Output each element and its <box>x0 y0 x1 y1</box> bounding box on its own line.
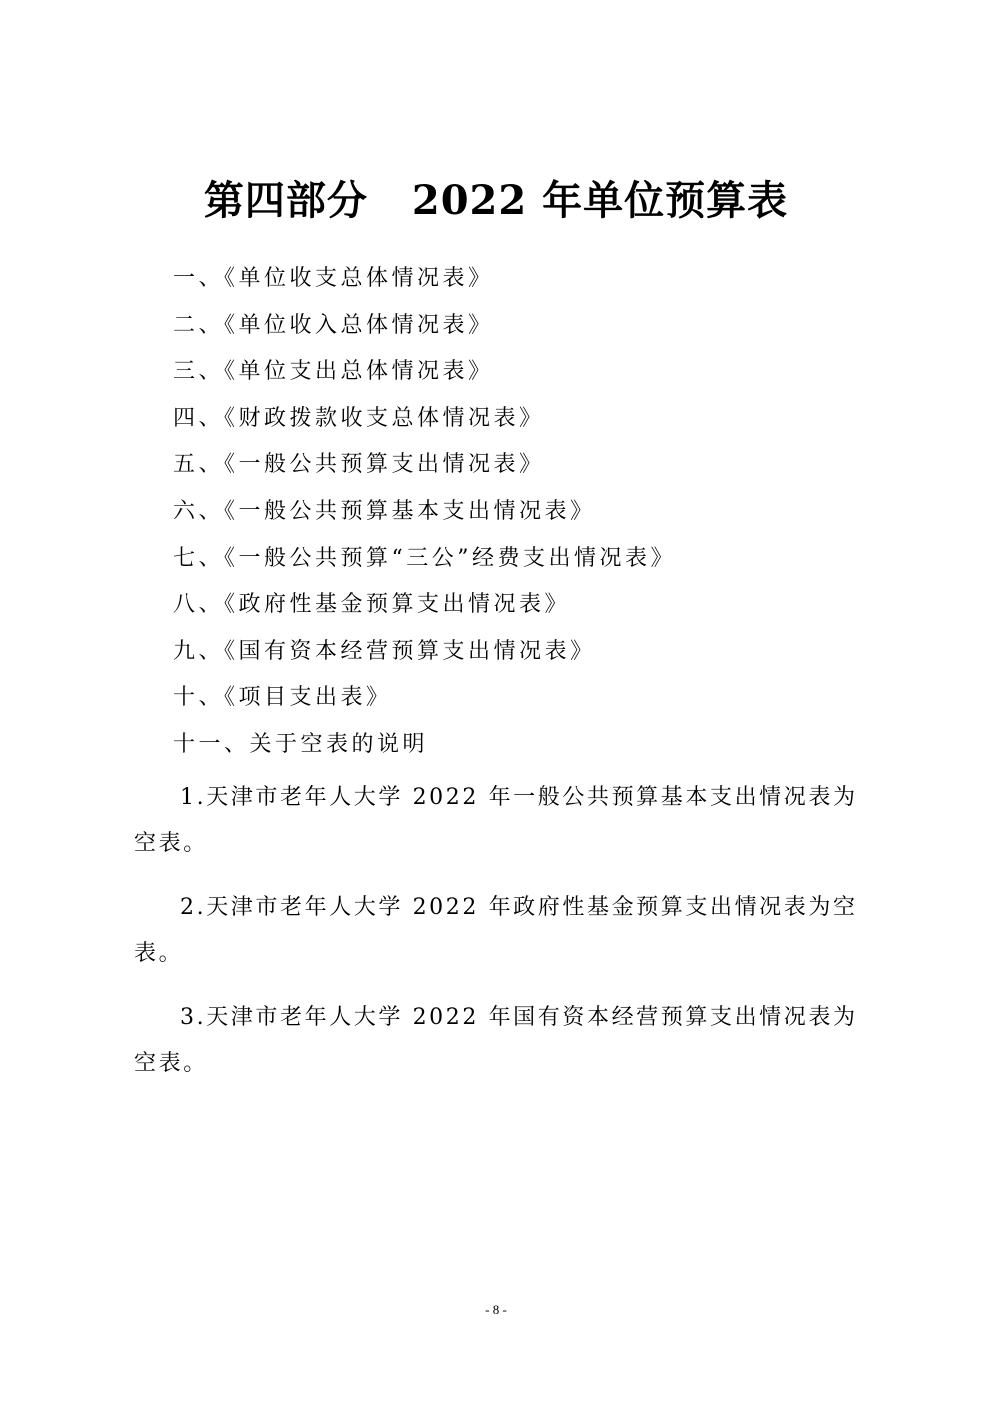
empty-table-notes <box>134 775 874 1105</box>
toc-item: 二、《单位收入总体情况表》 <box>173 312 494 338</box>
toc-item: 五、《一般公共预算支出情况表》 <box>173 452 545 478</box>
table-of-contents <box>173 262 893 775</box>
toc-item: 十一、关于空表的说明 <box>173 731 429 757</box>
toc-item: 八、《政府性基金预算支出情况表》 <box>173 592 571 618</box>
toc-item: 七、《一般公共预算“三公”经费支出情况表》 <box>173 545 676 571</box>
toc-item: 九、《国有资本经营预算支出情况表》 <box>173 638 596 664</box>
page-title <box>0 176 992 226</box>
toc-item: 三、《单位支出总体情况表》 <box>173 359 494 385</box>
page-number: - 8 - <box>485 1302 507 1317</box>
toc-item: 十、《项目支出表》 <box>173 685 392 711</box>
note-paragraph: 2.天津市老年人大学 2022 年政府性基金预算支出情况表为空表。 <box>134 895 858 966</box>
note-paragraph: 3.天津市老年人大学 2022 年国有资本经营预算支出情况表为空表。 <box>134 1005 858 1076</box>
toc-item: 六、《一般公共预算基本支出情况表》 <box>173 498 596 524</box>
toc-item: 四、《财政拨款收支总体情况表》 <box>173 405 545 431</box>
toc-item: 一、《单位收支总体情况表》 <box>173 266 494 291</box>
title-part: 第四部分 <box>203 177 368 224</box>
title-year: 2022 <box>411 177 528 224</box>
title-text: 年单位预算表 <box>542 177 789 224</box>
note-paragraph: 1.天津市老年人大学 2022 年一般公共预算基本支出情况表为空表。 <box>134 785 858 856</box>
